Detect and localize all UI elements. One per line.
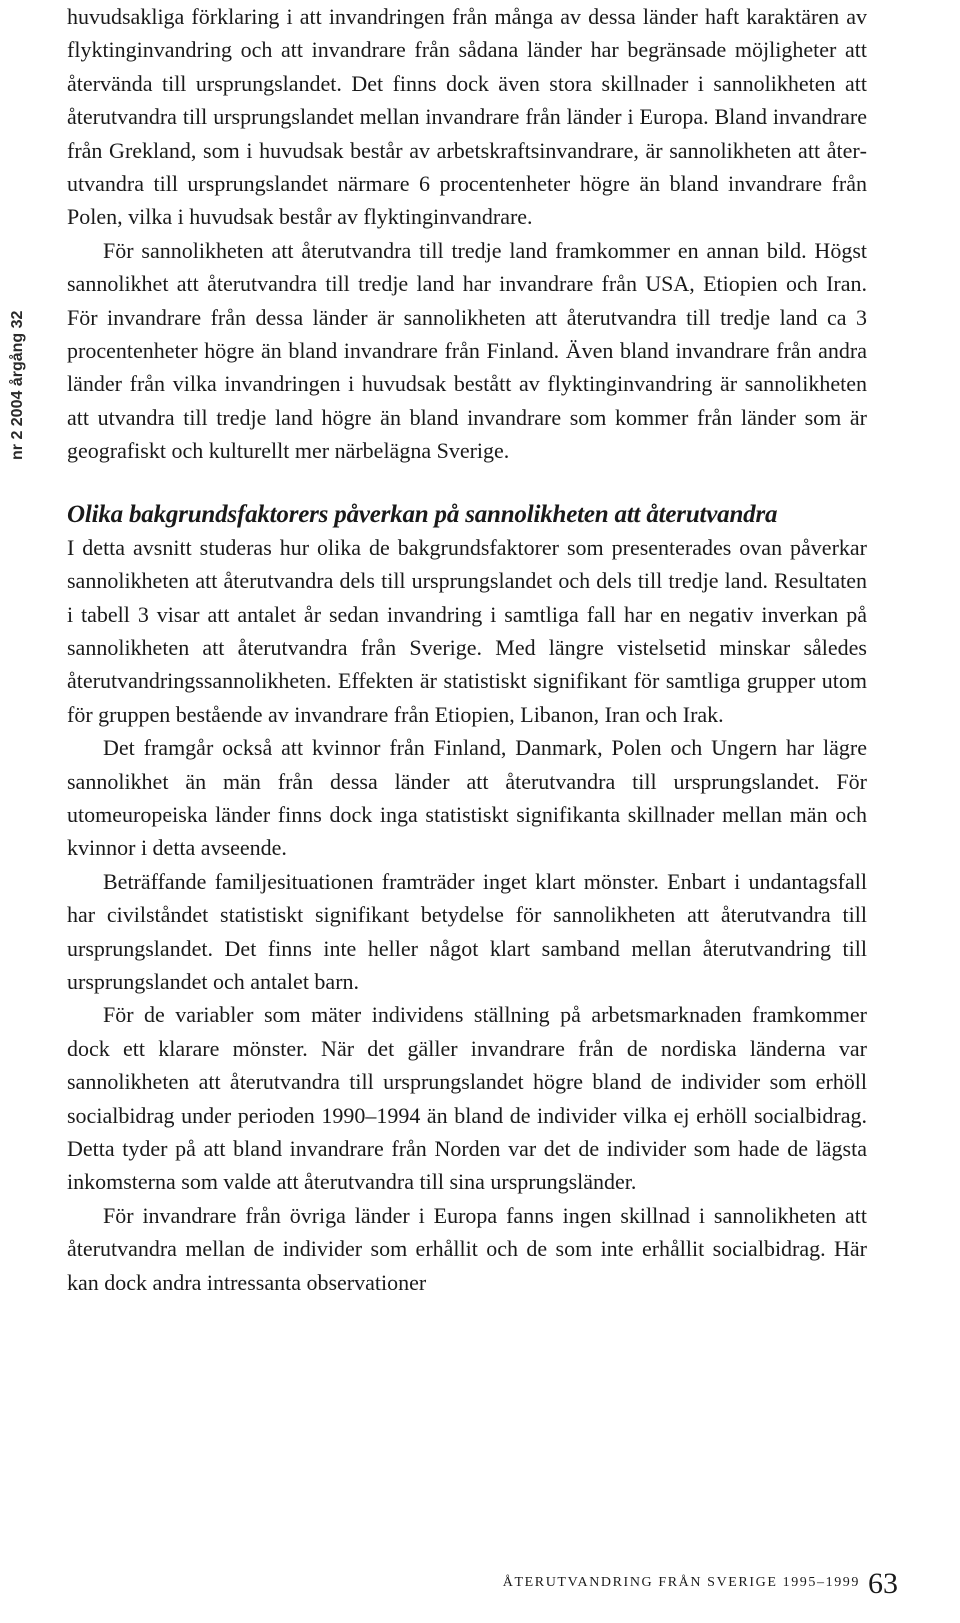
- body-paragraph-7: För invandrare från övriga länder i Europa fanns ingen skillnad i sannolikheten att återutvandra mellan de individer som erhållit och de som inte erhållit socialbidrag. Här kan dock andra intressanta observationer: [67, 1202, 867, 1295]
- body-paragraph-5: Beträffande familjesituationen framträder inget klart mönster. Enbart i undantagsfall har civilståndet statistiskt signifikant betydelse för sannolikheten att återutvandra till ursprungslandet. Det finns inte heller något klart samband mellan återutvandring till ursprungslandet och antalet barn.: [67, 868, 867, 994]
- body-paragraph-2: För sannolikheten att återutvandra till tredje land framkommer en annan bild. Högst sannolikhet att återutvandra till tredje land har invandrare från USA, Etiopien och Iran. För invandrare från dessa länder är sannolikheten att återutvandra till tredje land ca 3 procentenheter högre än bland invandrare från Finland. Även bland invandrare från andra länder från vilka invandringen i huvudsak bestått av flyktinginvandring är sannolikheten att utvandra till tredje land högre än bland invandrare som kommer från länder som är geografiskt och kulturellt mer närbelägna Sverige.: [67, 237, 867, 464]
- body-paragraph-3: I detta avsnitt studeras hur olika de bakgrundsfaktorer som presenterades ovan påverkar sannolikheten att återutvandra dels till ursprungslandet och dels till tredje land. Resultaten i tabell 3 visar att antalet år sedan invandring i samtliga fall har en negativ inverkan på sannolikheten att återutvandra från Sverige. Med längre vistelsetid minskar således återutvandringssannolikheten. Effekten är statistiskt signifikant för samtliga grupper utom för gruppen bestående av invandrare från Etiopien, Libanon, Iran och Irak.: [67, 534, 867, 727]
- body-paragraph-6: För de variabler som mäter individens ställning på arbetsmarknaden framkommer dock ett klarare mönster. När det gäller invandrare från de nordiska länderna var sannolikheten att återutvandra till ursprungslandet högre bland de individer som erhöll socialbidrag under perioden 1990–1994 än bland de individer vilka ej erhöll socialbidrag. Detta tyder på att bland invandrare från Norden var det de individer som hade de lägsta inkomsterna som valde att återutvandra till sina ursprungsländer.: [67, 1002, 867, 1195]
- section-heading: Olika bakgrundsfaktorers påverkan på sannolikheten att återutvandra: [67, 500, 778, 528]
- page-body: [67, 0, 867, 1299]
- body-paragraph-1: huvudsakliga förklaring i att invandringen från många av dessa länder haft karaktären av flyktinginvandring och att invandrare från sådana länder har begränsade möjligheter att återvända till ursprungslandet. Det finns dock även stora skillnader i sannolikheten att återutvandra till ursprungslandet mellan invandrare från länder i Europa. Bland invandrare från Grekland, som i huvudsak består av arbetskraftsinvandrare, är sannolikheten att återutvandra till ursprungslandet närmare 6 procentenheter högre än bland invandrare från Polen, vilka i huvudsak består av flyktinginvandrare.: [67, 4, 867, 230]
- body-paragraph-4: Det framgår också att kvinnor från Finland, Danmark, Polen och Ungern har lägre sannolikhet än män från dessa länder att återutvandra till ursprungslandet. För utomeuropeiska länder finns dock inga statistiskt signifikanta skillnader mellan män och kvinnor i detta avseende.: [67, 735, 867, 861]
- page-number: 63: [868, 1567, 898, 1600]
- running-footer: ÅTERUTVANDRING FRÅN SVERIGE 1995–1999: [502, 1575, 860, 1590]
- journal-issue-label: nr 2 2004 årgång 32: [9, 310, 26, 460]
